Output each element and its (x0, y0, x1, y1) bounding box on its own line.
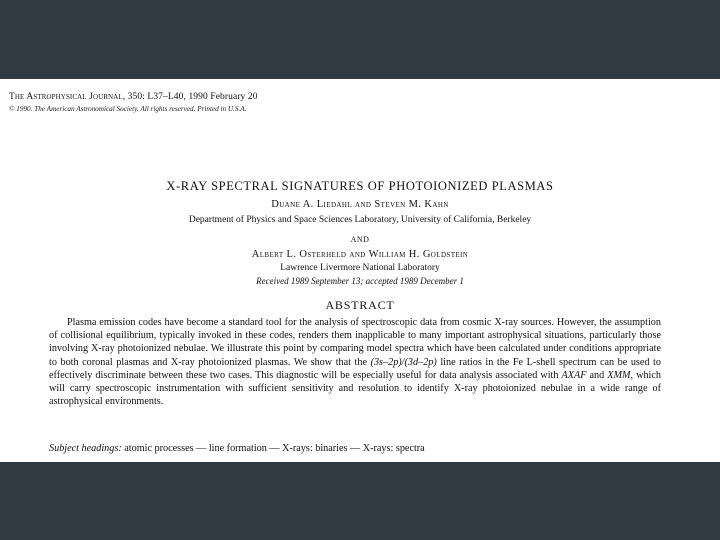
line-ratio: (3s–2p)/(3d–2p) (370, 356, 437, 368)
paper-page (0, 79, 720, 462)
subject-headings (49, 443, 661, 454)
abstract-part-1: Plasma emission codes have become a standard tool for the analysis of spectroscopic data from cosmic X-ray sources. However, the assumption of collisional equilibrium, typically invoked in these codes, renders them inapplicable to many important astrophysical situations, particularly those involving X-ray photoionized nebulae. We illustrate this point by comparing model spectra which have been calculated under conditions appropriate to both coronal plasmas and X-ray photoionized plasmas. We show that the (49, 317, 661, 368)
received-dates: Received 1989 September 13; accepted 1989 December 1 (256, 276, 464, 286)
mission-xmm: XMM (607, 369, 631, 381)
abstract-part-2: line ratios in the Fe L-shell spectrum can be used to effectively discriminate between these two cases. This diagnostic will be especially useful for data analysis associated with (49, 356, 661, 381)
abstract-body (49, 316, 661, 408)
journal-header (9, 92, 258, 102)
subject-headings-label: Subject headings: (49, 443, 122, 454)
journal-name: The Astrophysical Journal (9, 92, 123, 102)
abstract-part-4: , which will carry spectroscopic instrumentation with sufficient sensitivity and resolution to identify X-ray photoionized nebulae in a wide range of astrophysical environments. (49, 369, 661, 408)
authors-line-2: Albert L. Osterheld and William H. Goldstein (251, 249, 469, 260)
abstract-part-3: and (586, 369, 608, 381)
affiliation-2: Lawrence Livermore National Laboratory (280, 263, 440, 273)
mission-axaf: AXAF (561, 369, 587, 381)
abstract-heading: ABSTRACT (325, 298, 395, 312)
journal-citation: , 350: L37–L40, 1990 February 20 (122, 92, 258, 102)
paper-title: X-RAY SPECTRAL SIGNATURES OF PHOTOIONIZED PLASMAS (166, 179, 554, 193)
copyright-line: © 1990. The American Astronomical Society. All rights reserved. Printed in U.S.A. (9, 105, 247, 113)
and-separator: AND (350, 235, 370, 244)
subject-headings-text: atomic processes — line formation — X-rays: binaries — X-rays: spectra (121, 443, 425, 454)
affiliation-1: Department of Physics and Space Sciences Laboratory, University of California, Berkeley (188, 215, 532, 225)
authors-line-1: Duane A. Liedahl and Steven M. Kahn (271, 199, 449, 210)
